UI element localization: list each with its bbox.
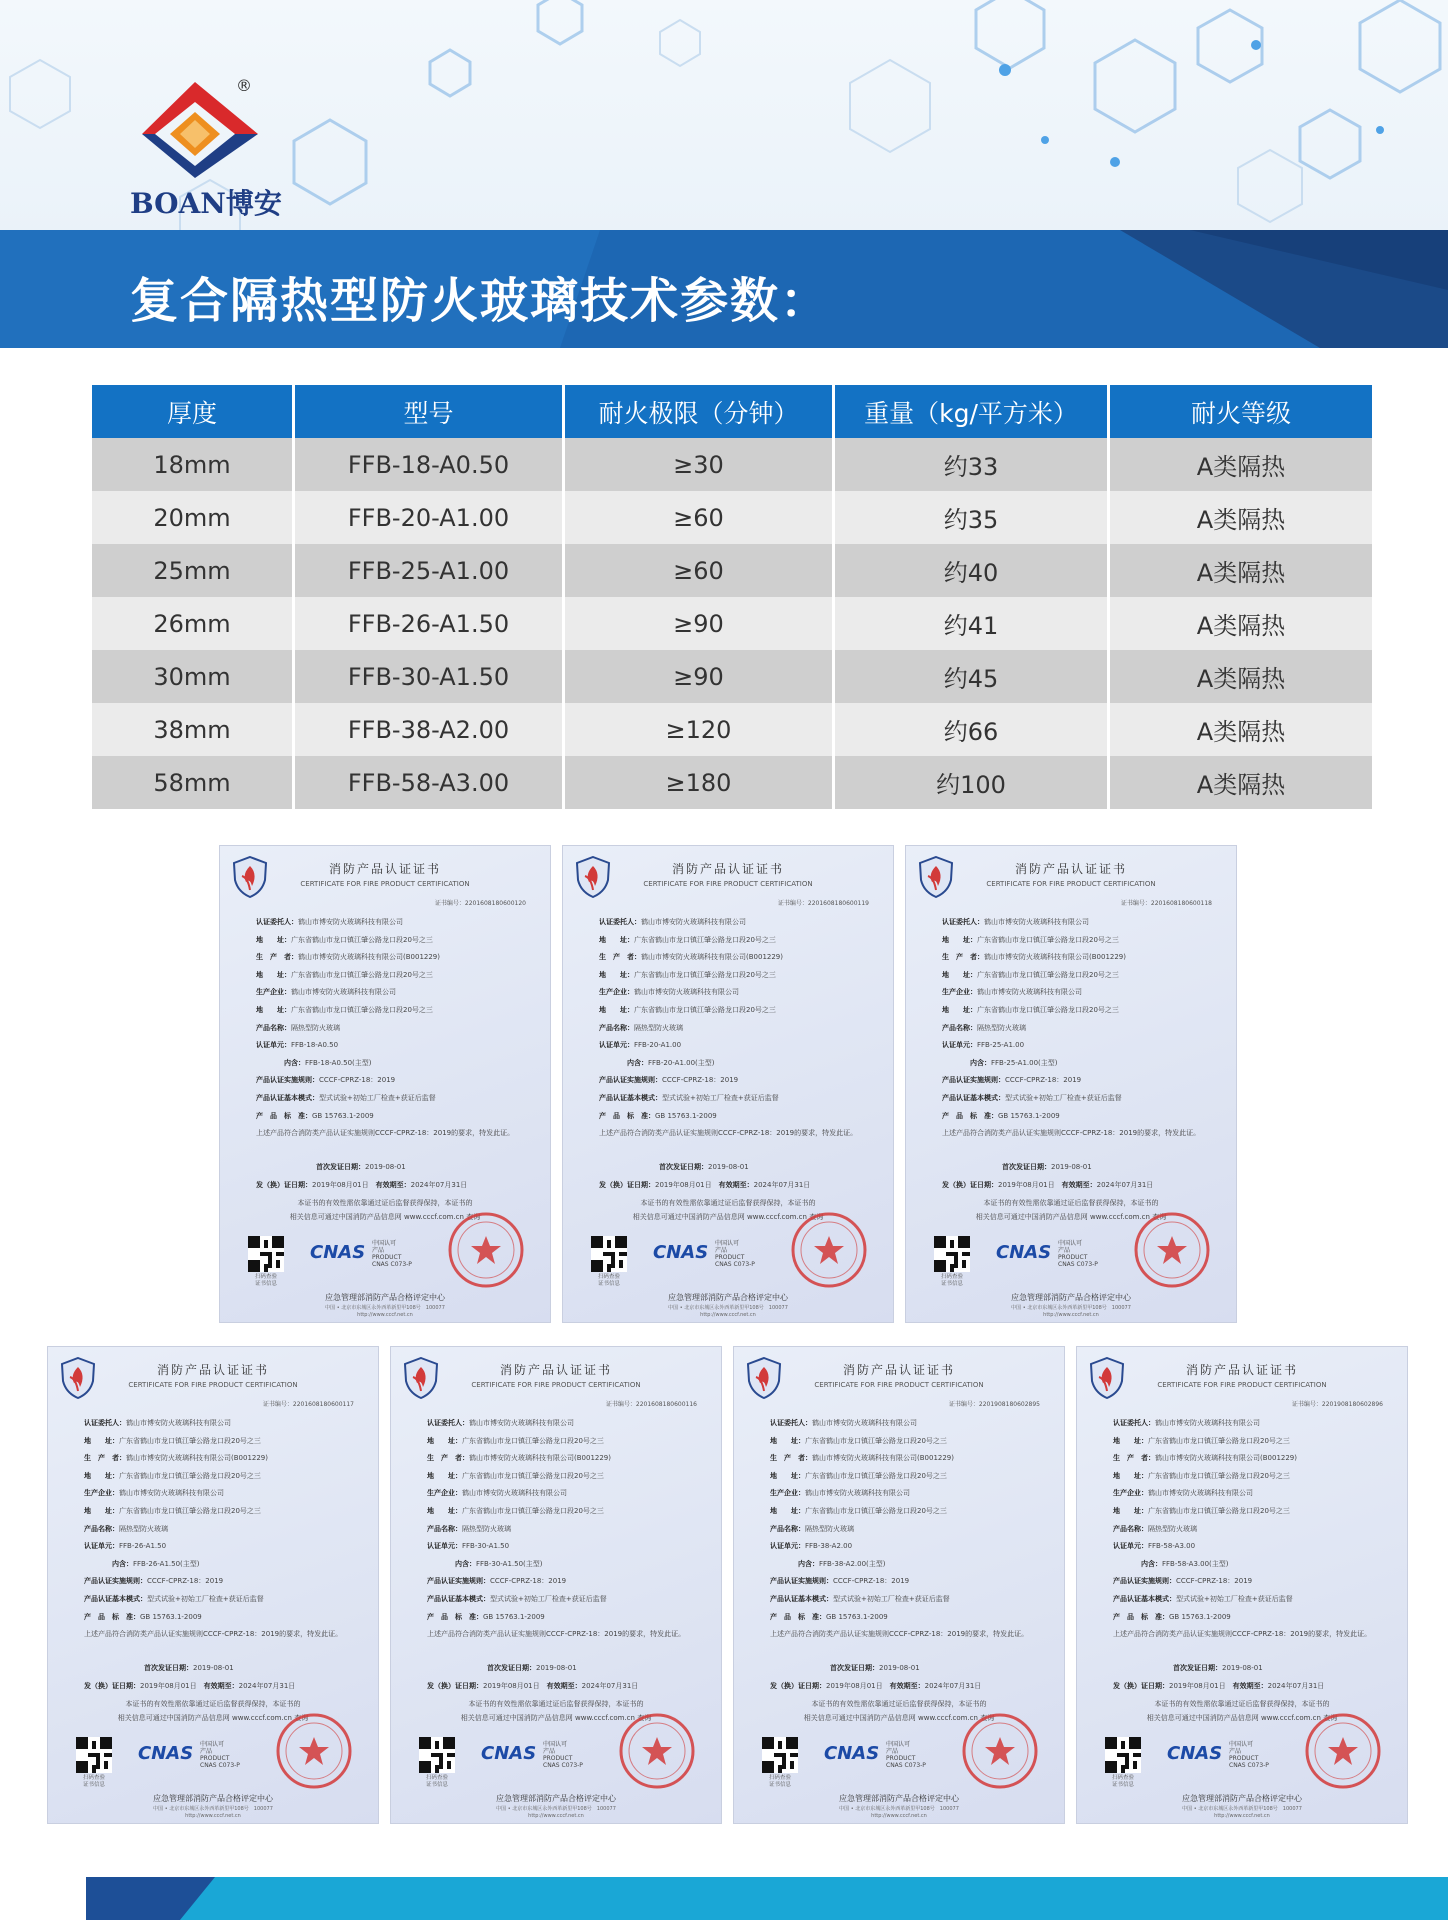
issuing-organization: 应急管理部消防产品合格评定中心 — [839, 1794, 959, 1803]
certificate-field: 生产企业：鹤山市博安防火玻璃科技有限公司 — [770, 1489, 910, 1498]
certificate-field: 发（换）证日期：2019年08月01日 有效期至：2024年07月31日 — [427, 1681, 639, 1690]
issuing-organization: 应急管理部消防产品合格评定中心 — [496, 1794, 616, 1803]
certificate-note: 相关信息可通过中国消防产品信息网 www.cccf.com.cn 查询 — [460, 1714, 652, 1722]
brand-name: BOAN博安 — [130, 187, 282, 220]
header-thickness: 厚度 — [92, 385, 295, 438]
certificate-field: 地 址：广东省鹤山市龙口镇江肇公路龙口段20号之三 — [256, 970, 433, 979]
qr-code-icon — [248, 1236, 284, 1272]
certificate-field: 发（换）证日期：2019年08月01日 有效期至：2024年07月31日 — [1113, 1681, 1325, 1690]
certificate-note: 相关信息可通过中国消防产品信息网 www.cccf.com.cn 查询 — [117, 1714, 309, 1722]
cell-model: FFB-38-A2.00 — [295, 703, 565, 756]
certificate-field: 首次发证日期：2019-08-01 — [487, 1664, 577, 1673]
qr-code-icon — [76, 1737, 112, 1773]
certificate-subtitle: CERTIFICATE FOR FIRE PRODUCT CERTIFICATION — [128, 1381, 298, 1389]
qr-code-label: 扫码查验 证书信息 — [597, 1274, 620, 1287]
organization-url: http://www.cccf.net.cn — [528, 1813, 584, 1819]
certificate-field: 地 址：广东省鹤山市龙口镇江肇公路龙口段20号之三 — [256, 935, 433, 944]
certificate-number: 证书编号：2201608180600118 — [1120, 900, 1212, 907]
certificate-field: 产品认证基本模式：型式试验+初始工厂检查+获证后监督 — [599, 1093, 779, 1102]
certificate-conformity: 上述产品符合消防类产品认证实施规则CCCF-CPRZ-18：2019的要求，特发此证。 — [427, 1630, 686, 1639]
certificate-number: 证书编号：2201608180600120 — [434, 900, 526, 907]
certificate-title: 消防产品认证证书 — [842, 1363, 955, 1377]
certificate-number: 证书编号：2201908180602896 — [1291, 1401, 1383, 1408]
certificate-field: 产 品 标 准：GB 15763.1-2009 — [942, 1111, 1060, 1120]
certificate-field: 产品认证基本模式：型式试验+初始工厂检查+获证后监督 — [770, 1594, 950, 1603]
certificate-card — [562, 845, 894, 1323]
certificate-field: 内含：FFB-18-A0.50(主型) — [284, 1058, 372, 1067]
registered-mark: ® — [236, 76, 252, 95]
cell-weight: 约33 — [835, 438, 1110, 491]
cell-fire-class: A类隔热 — [1196, 771, 1286, 799]
brand-logo — [130, 78, 290, 226]
qr-code-label: 扫码查验 证书信息 — [768, 1775, 791, 1788]
certificate-field: 产 品 标 准：GB 15763.1-2009 — [256, 1111, 374, 1120]
cell-fire-class: A类隔热 — [1196, 559, 1286, 587]
certificate-body — [256, 914, 528, 1194]
certificate-field: 认证委托人：鹤山市博安防火玻璃科技有限公司 — [256, 918, 403, 926]
cell-weight: 约45 — [835, 650, 1110, 703]
cell-thickness: 58mm — [92, 756, 295, 809]
cell-model: FFB-20-A1.00 — [295, 491, 565, 544]
cell-thickness: 30mm — [92, 650, 295, 703]
certificate-field: 认证单元：FFB-38-A2.00 — [770, 1542, 853, 1551]
certificate-field: 生产企业：鹤山市博安防火玻璃科技有限公司 — [84, 1489, 224, 1498]
certificate-field: 地 址：广东省鹤山市龙口镇江肇公路龙口段20号之三 — [599, 1005, 776, 1014]
cnas-logo: CNAS — [310, 1242, 366, 1263]
certificate-number: 证书编号：2201608180600117 — [262, 1401, 354, 1408]
cnas-accreditation-text: 中国认可 产品 PRODUCT CNAS C073-P — [372, 1240, 412, 1268]
certificate-field: 产 品 标 准：GB 15763.1-2009 — [1113, 1612, 1231, 1621]
certificate-card — [905, 845, 1237, 1323]
cell-fire-rating: ≥30 — [565, 438, 835, 491]
issuing-organization: 应急管理部消防产品合格评定中心 — [153, 1794, 273, 1803]
certificate-field: 产品名称：隔热型防火玻璃 — [84, 1524, 168, 1533]
cell-weight: 约40 — [835, 544, 1110, 597]
cell-fire-rating: ≥90 — [565, 650, 835, 703]
certificate-field: 产品认证基本模式：型式试验+初始工厂检查+获证后监督 — [256, 1093, 436, 1102]
cnas-logo: CNAS — [481, 1743, 537, 1764]
issuing-organization: 应急管理部消防产品合格评定中心 — [1011, 1293, 1131, 1302]
certificate-field: 产品认证实施规则：CCCF-CPRZ-18：2019 — [942, 1076, 1082, 1085]
certificate-subtitle: CERTIFICATE FOR FIRE PRODUCT CERTIFICATION — [1157, 1381, 1327, 1389]
certificate-field: 内含：FFB-30-A1.50(主型) — [455, 1559, 543, 1568]
cell-weight: 约41 — [835, 597, 1110, 650]
certificate-field: 内含：FFB-26-A1.50(主型) — [112, 1559, 200, 1568]
organization-address: 中国 • 北京市东城区永外西革新里甲108号 100077 — [496, 1806, 616, 1812]
certificate-body — [770, 1415, 1042, 1695]
qr-code-icon — [762, 1737, 798, 1773]
certificate-conformity: 上述产品符合消防类产品认证实施规则CCCF-CPRZ-18：2019的要求，特发此证。 — [599, 1129, 858, 1138]
organization-address: 中国 • 北京市东城区永外西革新里甲108号 100077 — [153, 1806, 273, 1812]
certificate-field: 认证委托人：鹤山市博安防火玻璃科技有限公司 — [942, 918, 1089, 926]
certificate-field: 认证委托人：鹤山市博安防火玻璃科技有限公司 — [427, 1419, 574, 1427]
cell-fire-class: A类隔热 — [1196, 506, 1286, 534]
certificate-field: 地 址：广东省鹤山市龙口镇江肇公路龙口段20号之三 — [427, 1436, 604, 1445]
certificate-field: 认证单元：FFB-26-A1.50 — [84, 1542, 167, 1551]
cell-thickness: 26mm — [92, 597, 295, 650]
certificate-field: 地 址：广东省鹤山市龙口镇江肇公路龙口段20号之三 — [599, 935, 776, 944]
certificate-field: 产品认证基本模式：型式试验+初始工厂检查+获证后监督 — [427, 1594, 607, 1603]
cell-thickness: 20mm — [92, 491, 295, 544]
certificate-field: 产 品 标 准：GB 15763.1-2009 — [599, 1111, 717, 1120]
certificate-conformity: 上述产品符合消防类产品认证实施规则CCCF-CPRZ-18：2019的要求，特发此证。 — [1113, 1630, 1372, 1639]
organization-url: http://www.cccf.net.cn — [357, 1312, 413, 1318]
qr-code-label: 扫码查验 证书信息 — [254, 1274, 277, 1287]
certificate-field: 地 址：广东省鹤山市龙口镇江肇公路龙口段20号之三 — [1113, 1471, 1290, 1480]
certificate-field: 产 品 标 准：GB 15763.1-2009 — [84, 1612, 202, 1621]
header-model: 型号 — [295, 385, 565, 438]
certificate-field: 发（换）证日期：2019年08月01日 有效期至：2024年07月31日 — [942, 1180, 1154, 1189]
certificate-field: 认证委托人：鹤山市博安防火玻璃科技有限公司 — [770, 1419, 917, 1427]
cell-fire-class: A类隔热 — [1196, 665, 1286, 693]
organization-url: http://www.cccf.net.cn — [871, 1813, 927, 1819]
table-row — [92, 491, 1372, 544]
certificate-conformity: 上述产品符合消防类产品认证实施规则CCCF-CPRZ-18：2019的要求，特发此证。 — [84, 1630, 343, 1639]
cell-fire-rating: ≥90 — [565, 597, 835, 650]
cell-model: FFB-25-A1.00 — [295, 544, 565, 597]
certificate-card — [47, 1346, 379, 1824]
cell-fire-class: A类隔热 — [1196, 612, 1286, 640]
certificate-field: 首次发证日期：2019-08-01 — [1173, 1664, 1263, 1673]
certificate-note: 相关信息可通过中国消防产品信息网 www.cccf.com.cn 查询 — [632, 1213, 824, 1221]
qr-code-label: 扫码查验 证书信息 — [1111, 1775, 1134, 1788]
certificate-field: 产 品 标 准：GB 15763.1-2009 — [427, 1612, 545, 1621]
organization-url: http://www.cccf.net.cn — [700, 1312, 756, 1318]
cell-weight: 约100 — [835, 756, 1110, 809]
cell-thickness: 18mm — [92, 438, 295, 491]
certificate-body — [427, 1415, 699, 1695]
footer-shape — [0, 1877, 1448, 1920]
certificate-field: 产品认证基本模式：型式试验+初始工厂检查+获证后监督 — [1113, 1594, 1293, 1603]
issuing-organization: 应急管理部消防产品合格评定中心 — [1182, 1794, 1302, 1803]
certificate-note: 相关信息可通过中国消防产品信息网 www.cccf.com.cn 查询 — [1146, 1714, 1338, 1722]
certificate-field: 认证单元：FFB-25-A1.00 — [942, 1041, 1025, 1050]
certificate-number: 证书编号：2201908180602895 — [948, 1401, 1040, 1408]
cell-fire-rating: ≥120 — [565, 703, 835, 756]
certificate-note: 本证书的有效性需依靠通过证后监督获得保持，本证书的 — [811, 1700, 987, 1708]
cell-model: FFB-26-A1.50 — [295, 597, 565, 650]
certificate-card — [390, 1346, 722, 1824]
certificate-subtitle: CERTIFICATE FOR FIRE PRODUCT CERTIFICATION — [814, 1381, 984, 1389]
cell-fire-rating: ≥60 — [565, 544, 835, 597]
cnas-logo: CNAS — [1167, 1743, 1223, 1764]
cell-fire-rating: ≥60 — [565, 491, 835, 544]
certificate-field: 首次发证日期：2019-08-01 — [1002, 1163, 1092, 1172]
certificate-title: 消防产品认证证书 — [156, 1363, 269, 1377]
organization-address: 中国 • 北京市东城区永外西革新里甲108号 100077 — [1182, 1806, 1302, 1812]
cell-model: FFB-18-A0.50 — [295, 438, 565, 491]
certificate-title: 消防产品认证证书 — [671, 862, 784, 876]
cell-thickness: 38mm — [92, 703, 295, 756]
organization-address: 中国 • 北京市东城区永外西革新里甲108号 100077 — [325, 1305, 445, 1311]
spec-table — [92, 385, 1372, 809]
cell-model: FFB-58-A3.00 — [295, 756, 565, 809]
certificate-field: 地 址：广东省鹤山市龙口镇江肇公路龙口段20号之三 — [1113, 1436, 1290, 1445]
cnas-accreditation-text: 中国认可 产品 PRODUCT CNAS C073-P — [1058, 1240, 1098, 1268]
certificate-field: 内含：FFB-38-A2.00(主型) — [798, 1559, 886, 1568]
organization-address: 中国 • 北京市东城区永外西革新里甲108号 100077 — [668, 1305, 788, 1311]
qr-code-label: 扫码查验 证书信息 — [425, 1775, 448, 1788]
certificate-field: 发（换）证日期：2019年08月01日 有效期至：2024年07月31日 — [770, 1681, 982, 1690]
certificate-field: 生 产 者：鹤山市博安防火玻璃科技有限公司(B001229) — [599, 953, 783, 962]
certificate-field: 产品名称：隔热型防火玻璃 — [599, 1023, 683, 1032]
certificate-number: 证书编号：2201608180600116 — [605, 1401, 697, 1408]
red-seal-icon — [789, 1210, 869, 1290]
certificate-field: 地 址：广东省鹤山市龙口镇江肇公路龙口段20号之三 — [770, 1436, 947, 1445]
certificate-conformity: 上述产品符合消防类产品认证实施规则CCCF-CPRZ-18：2019的要求，特发此证。 — [942, 1129, 1201, 1138]
certificate-field: 首次发证日期：2019-08-01 — [659, 1163, 749, 1172]
certificate-subtitle: CERTIFICATE FOR FIRE PRODUCT CERTIFICATION — [643, 880, 813, 888]
certificate-subtitle: CERTIFICATE FOR FIRE PRODUCT CERTIFICATION — [300, 880, 470, 888]
cnas-accreditation-text: 中国认可 产品 PRODUCT CNAS C073-P — [1229, 1741, 1269, 1769]
certificate-field: 地 址：广东省鹤山市龙口镇江肇公路龙口段20号之三 — [942, 970, 1119, 979]
certificate-field: 认证委托人：鹤山市博安防火玻璃科技有限公司 — [1113, 1419, 1260, 1427]
certificate-subtitle: CERTIFICATE FOR FIRE PRODUCT CERTIFICATION — [471, 1381, 641, 1389]
qr-code-label: 扫码查验 证书信息 — [82, 1775, 105, 1788]
certificate-field: 认证单元：FFB-30-A1.50 — [427, 1542, 510, 1551]
certificate-field: 产品名称：隔热型防火玻璃 — [256, 1023, 340, 1032]
certificate-field: 生产企业：鹤山市博安防火玻璃科技有限公司 — [1113, 1489, 1253, 1498]
certificate-conformity: 上述产品符合消防类产品认证实施规则CCCF-CPRZ-18：2019的要求，特发此证。 — [770, 1630, 1029, 1639]
certificate-field: 认证单元：FFB-20-A1.00 — [599, 1041, 682, 1050]
certificate-field: 地 址：广东省鹤山市龙口镇江肇公路龙口段20号之三 — [84, 1471, 261, 1480]
page-title: 复合隔热型防火玻璃技术参数： — [130, 273, 831, 329]
certificate-field: 地 址：广东省鹤山市龙口镇江肇公路龙口段20号之三 — [599, 970, 776, 979]
certificate-field: 生产企业：鹤山市博安防火玻璃科技有限公司 — [256, 988, 396, 997]
certificate-field: 产品名称：隔热型防火玻璃 — [1113, 1524, 1197, 1533]
certificate-field: 生产企业：鹤山市博安防火玻璃科技有限公司 — [942, 988, 1082, 997]
certificate-note: 本证书的有效性需依靠通过证后监督获得保持，本证书的 — [983, 1199, 1159, 1207]
certificate-field: 地 址：广东省鹤山市龙口镇江肇公路龙口段20号之三 — [427, 1506, 604, 1515]
certificate-field: 生 产 者：鹤山市博安防火玻璃科技有限公司(B001229) — [256, 953, 440, 962]
cell-thickness: 25mm — [92, 544, 295, 597]
certificate-title: 消防产品认证证书 — [328, 862, 441, 876]
certificate-title: 消防产品认证证书 — [1185, 1363, 1298, 1377]
certificate-field: 产品认证实施规则：CCCF-CPRZ-18：2019 — [84, 1577, 224, 1586]
red-seal-icon — [617, 1711, 697, 1791]
table-header-row — [92, 385, 1372, 438]
qr-code-icon — [1105, 1737, 1141, 1773]
certificate-field: 认证委托人：鹤山市博安防火玻璃科技有限公司 — [84, 1419, 231, 1427]
certificate-note: 本证书的有效性需依靠通过证后监督获得保持，本证书的 — [1154, 1700, 1330, 1708]
certificate-field: 产品名称：隔热型防火玻璃 — [427, 1524, 511, 1533]
certificate-body — [599, 914, 871, 1194]
certificate-field: 发（换）证日期：2019年08月01日 有效期至：2024年07月31日 — [599, 1180, 811, 1189]
certificate-field: 内含：FFB-25-A1.00(主型) — [970, 1058, 1058, 1067]
issuing-organization: 应急管理部消防产品合格评定中心 — [325, 1293, 445, 1302]
certificate-field: 地 址：广东省鹤山市龙口镇江肇公路龙口段20号之三 — [770, 1471, 947, 1480]
certificate-note: 本证书的有效性需依靠通过证后监督获得保持，本证书的 — [640, 1199, 816, 1207]
certificate-field: 地 址：广东省鹤山市龙口镇江肇公路龙口段20号之三 — [770, 1506, 947, 1515]
cnas-logo: CNAS — [653, 1242, 709, 1263]
certificate-subtitle: CERTIFICATE FOR FIRE PRODUCT CERTIFICATION — [986, 880, 1156, 888]
cell-weight: 约35 — [835, 491, 1110, 544]
certificate-field: 地 址：广东省鹤山市龙口镇江肇公路龙口段20号之三 — [84, 1506, 261, 1515]
certificate-field: 产品认证实施规则：CCCF-CPRZ-18：2019 — [1113, 1577, 1253, 1586]
red-seal-icon — [960, 1711, 1040, 1791]
certificate-field: 产品名称：隔热型防火玻璃 — [942, 1023, 1026, 1032]
certificate-field: 产 品 标 准：GB 15763.1-2009 — [770, 1612, 888, 1621]
certificate-card — [733, 1346, 1065, 1824]
certificate-field: 生 产 者：鹤山市博安防火玻璃科技有限公司(B001229) — [942, 953, 1126, 962]
cnas-logo: CNAS — [138, 1743, 194, 1764]
qr-code-label: 扫码查验 证书信息 — [940, 1274, 963, 1287]
certificate-field: 生产企业：鹤山市博安防火玻璃科技有限公司 — [427, 1489, 567, 1498]
header-fire-class: 耐火等级 — [1190, 398, 1291, 428]
cell-fire-rating: ≥180 — [565, 756, 835, 809]
certificate-field: 生 产 者：鹤山市博安防火玻璃科技有限公司(B001229) — [427, 1454, 611, 1463]
red-seal-icon — [446, 1210, 526, 1290]
certificate-note: 本证书的有效性需依靠通过证后监督获得保持，本证书的 — [468, 1700, 644, 1708]
certificate-title: 消防产品认证证书 — [499, 1363, 612, 1377]
certificate-body — [84, 1415, 356, 1695]
certificate-number: 证书编号：2201608180600119 — [777, 900, 869, 907]
certificate-field: 首次发证日期：2019-08-01 — [830, 1664, 920, 1673]
certificate-field: 内含：FFB-58-A3.00(主型) — [1141, 1559, 1229, 1568]
certificate-note: 相关信息可通过中国消防产品信息网 www.cccf.com.cn 查询 — [975, 1213, 1167, 1221]
certificate-field: 地 址：广东省鹤山市龙口镇江肇公路龙口段20号之三 — [427, 1471, 604, 1480]
certificate-field: 地 址：广东省鹤山市龙口镇江肇公路龙口段20号之三 — [942, 1005, 1119, 1014]
cell-fire-class: A类隔热 — [1196, 718, 1286, 746]
certificate-card — [1076, 1346, 1408, 1824]
organization-url: http://www.cccf.net.cn — [1214, 1813, 1270, 1819]
red-seal-icon — [274, 1711, 354, 1791]
table-row — [92, 703, 1372, 756]
red-seal-icon — [1303, 1711, 1383, 1791]
table-row — [92, 650, 1372, 703]
certificate-field: 地 址：广东省鹤山市龙口镇江肇公路龙口段20号之三 — [1113, 1506, 1290, 1515]
certificate-field: 认证单元：FFB-18-A0.50 — [256, 1041, 339, 1050]
issuing-organization: 应急管理部消防产品合格评定中心 — [668, 1293, 788, 1302]
organization-address: 中国 • 北京市东城区永外西革新里甲108号 100077 — [1011, 1305, 1131, 1311]
table-row — [92, 544, 1372, 597]
qr-code-icon — [419, 1737, 455, 1773]
certificate-field: 产品认证实施规则：CCCF-CPRZ-18：2019 — [599, 1076, 739, 1085]
certificate-field: 生 产 者：鹤山市博安防火玻璃科技有限公司(B001229) — [1113, 1454, 1297, 1463]
table-row — [92, 438, 1372, 491]
red-seal-icon — [1132, 1210, 1212, 1290]
certificate-field: 生 产 者：鹤山市博安防火玻璃科技有限公司(B001229) — [84, 1454, 268, 1463]
certificate-note: 相关信息可通过中国消防产品信息网 www.cccf.com.cn 查询 — [803, 1714, 995, 1722]
cnas-accreditation-text: 中国认可 产品 PRODUCT CNAS C073-P — [715, 1240, 755, 1268]
certificate-field: 生 产 者：鹤山市博安防火玻璃科技有限公司(B001229) — [770, 1454, 954, 1463]
certificate-field: 认证委托人：鹤山市博安防火玻璃科技有限公司 — [599, 918, 746, 926]
header-weight: 重量（kg/平方米） — [835, 385, 1110, 438]
cnas-accreditation-text: 中国认可 产品 PRODUCT CNAS C073-P — [543, 1741, 583, 1769]
certificate-field: 地 址：广东省鹤山市龙口镇江肇公路龙口段20号之三 — [256, 1005, 433, 1014]
certificate-note: 本证书的有效性需依靠通过证后监督获得保持，本证书的 — [297, 1199, 473, 1207]
certificate-field: 产品认证实施规则：CCCF-CPRZ-18：2019 — [256, 1076, 396, 1085]
certificate-field: 产品认证实施规则：CCCF-CPRZ-18：2019 — [427, 1577, 567, 1586]
certificate-title: 消防产品认证证书 — [1014, 862, 1127, 876]
certificate-field: 产品名称：隔热型防火玻璃 — [770, 1524, 854, 1533]
qr-code-icon — [591, 1236, 627, 1272]
certificate-field: 内含：FFB-20-A1.00(主型) — [627, 1058, 715, 1067]
organization-address: 中国 • 北京市东城区永外西革新里甲108号 100077 — [839, 1806, 959, 1812]
cnas-logo: CNAS — [996, 1242, 1052, 1263]
table-row — [92, 597, 1372, 650]
certificate-field: 认证单元：FFB-58-A3.00 — [1113, 1542, 1196, 1551]
certificate-field: 产品认证基本模式：型式试验+初始工厂检查+获证后监督 — [84, 1594, 264, 1603]
organization-url: http://www.cccf.net.cn — [185, 1813, 241, 1819]
footer-bar — [0, 1877, 1448, 1920]
qr-code-icon — [934, 1236, 970, 1272]
cell-weight: 约66 — [835, 703, 1110, 756]
certificate-field: 发（换）证日期：2019年08月01日 有效期至：2024年07月31日 — [256, 1180, 468, 1189]
organization-url: http://www.cccf.net.cn — [1043, 1312, 1099, 1318]
certificate-field: 地 址：广东省鹤山市龙口镇江肇公路龙口段20号之三 — [84, 1436, 261, 1445]
certificate-field: 生产企业：鹤山市博安防火玻璃科技有限公司 — [599, 988, 739, 997]
certificate-note: 相关信息可通过中国消防产品信息网 www.cccf.com.cn 查询 — [289, 1213, 481, 1221]
certificate-conformity: 上述产品符合消防类产品认证实施规则CCCF-CPRZ-18：2019的要求，特发此证。 — [256, 1129, 515, 1138]
cnas-accreditation-text: 中国认可 产品 PRODUCT CNAS C073-P — [886, 1741, 926, 1769]
certificate-field: 产品认证实施规则：CCCF-CPRZ-18：2019 — [770, 1577, 910, 1586]
header-fire-rating: 耐火极限（分钟） — [565, 385, 835, 438]
cnas-accreditation-text: 中国认可 产品 PRODUCT CNAS C073-P — [200, 1741, 240, 1769]
certificate-body — [1113, 1415, 1385, 1695]
cell-model: FFB-30-A1.50 — [295, 650, 565, 703]
certificate-field: 产品认证基本模式：型式试验+初始工厂检查+获证后监督 — [942, 1093, 1122, 1102]
certificate-field: 发（换）证日期：2019年08月01日 有效期至：2024年07月31日 — [84, 1681, 296, 1690]
certificate-field: 首次发证日期：2019-08-01 — [316, 1163, 406, 1172]
cell-fire-class: A类隔热 — [1196, 453, 1286, 481]
certificate-card — [219, 845, 551, 1323]
certificate-field: 地 址：广东省鹤山市龙口镇江肇公路龙口段20号之三 — [942, 935, 1119, 944]
table-row — [92, 756, 1372, 809]
certificate-field: 首次发证日期：2019-08-01 — [144, 1664, 234, 1673]
certificate-body — [942, 914, 1214, 1194]
cnas-logo: CNAS — [824, 1743, 880, 1764]
certificate-note: 本证书的有效性需依靠通过证后监督获得保持，本证书的 — [125, 1700, 301, 1708]
